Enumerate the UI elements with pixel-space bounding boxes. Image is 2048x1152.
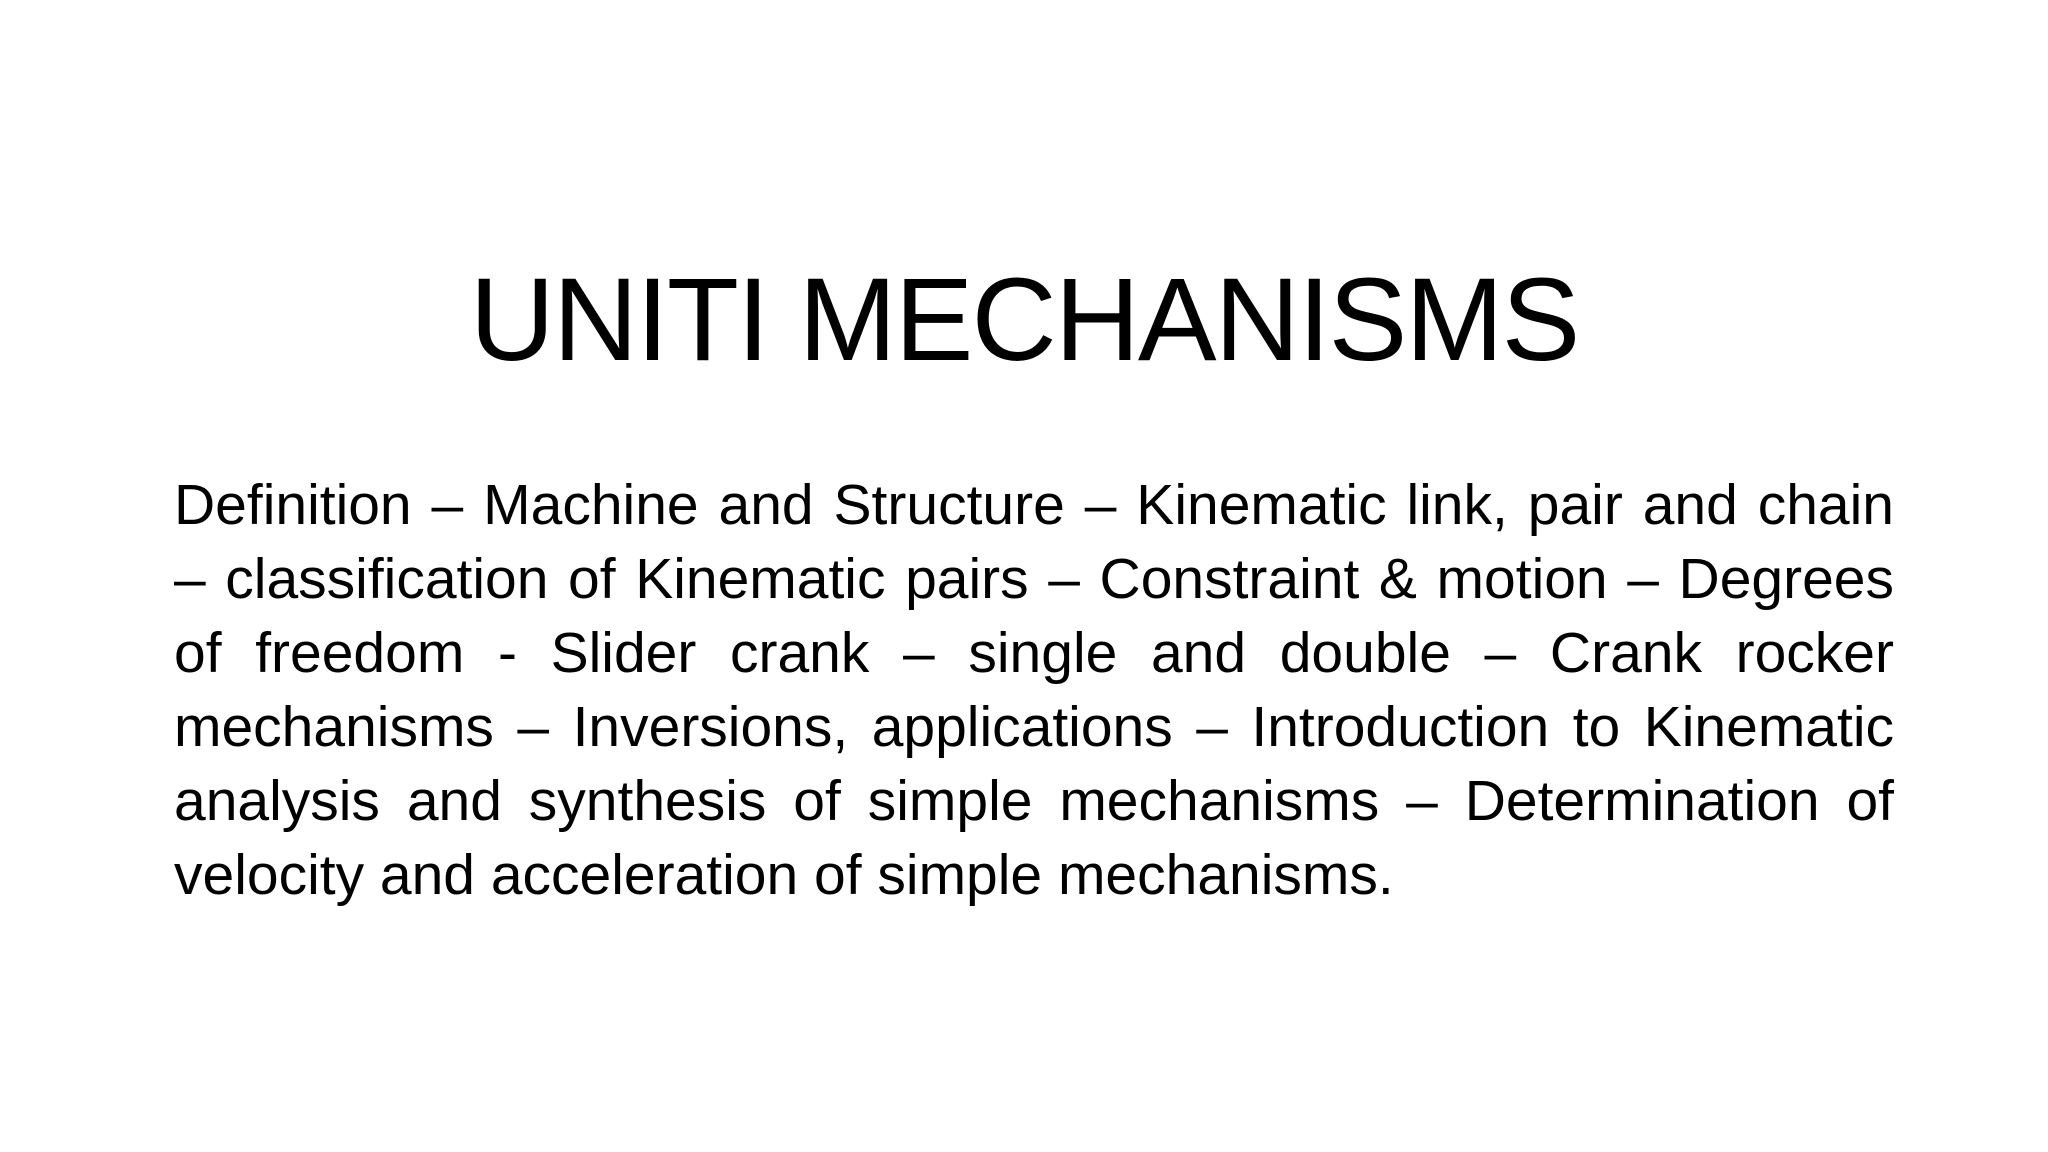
slide-title: UNITI MECHANISMS bbox=[469, 254, 1579, 386]
slide-body-text: Definition – Machine and Structure – Kinematic link, pair and chain – classification of Kinematic pairs – Constraint & motion – Degrees of freedom - Slider crank – single and double – Crank rocker mechanisms – Inversions, applications – Introduction to Kinematic analysis and synthesis of simple mechanisms – Determination of velocity and acceleration of simple mechanisms. bbox=[174, 473, 1894, 907]
